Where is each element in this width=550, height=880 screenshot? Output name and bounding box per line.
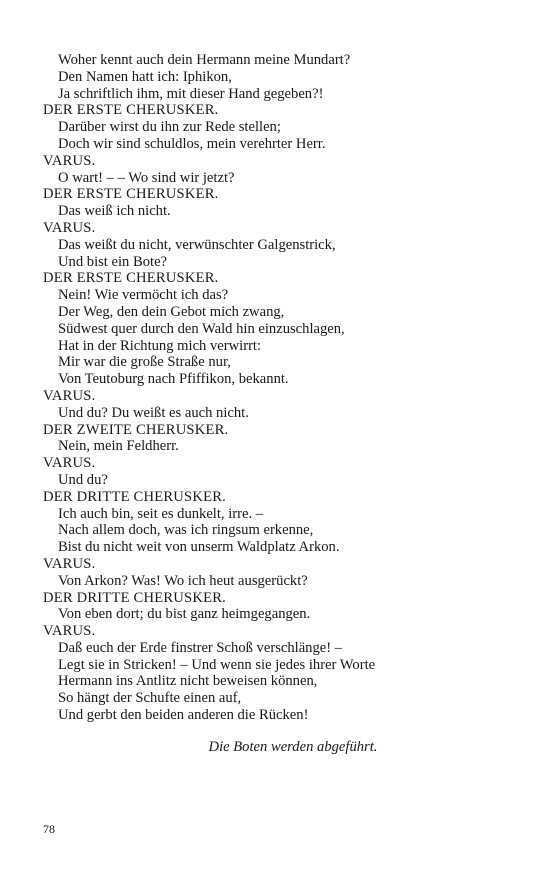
verse-line: Ich auch bin, seit es dunkelt, irre. –	[58, 505, 264, 522]
verse-line: Von Arkon? Was! Wo ich heut ausgerückt?	[58, 572, 308, 589]
speaker-name: VARUS.	[43, 219, 96, 236]
verse-line: Hat in der Richtung mich verwirrt:	[58, 337, 262, 354]
page-text	[43, 52, 513, 755]
speaker-name: DER DRITTE CHERUSKER.	[43, 589, 226, 606]
speaker-name: VARUS.	[43, 555, 96, 572]
verse-line: Das weiß ich nicht.	[58, 203, 171, 220]
speaker-name: DER DRITTE CHERUSKER.	[43, 488, 226, 505]
speaker-name: VARUS.	[43, 387, 96, 404]
verse-line: Und bist ein Bote?	[58, 253, 168, 270]
verse-line: Legt sie in Stricken! – Und wenn sie jedes ihrer Worte	[58, 656, 376, 673]
speaker-name: DER ERSTE CHERUSKER.	[43, 270, 219, 287]
verse-line: Mir war die große Straße nur,	[58, 354, 231, 371]
verse-line: Und du?	[58, 471, 108, 488]
verse-line: Bist du nicht weit von unserm Waldplatz Arkon.	[58, 539, 340, 556]
verse-line: Nein! Wie vermöcht ich das?	[58, 287, 229, 304]
verse-line: Darüber wirst du ihn zur Rede stellen;	[58, 119, 281, 136]
verse-line: Woher kennt auch dein Hermann meine Mundart?	[58, 52, 351, 68]
verse-line: Das weißt du nicht, verwünschter Galgenstrick,	[58, 236, 336, 253]
verse-line: Daß euch der Erde finstrer Schoß verschlänge! –	[58, 639, 343, 656]
verse-line: Hermann ins Antlitz nicht beweisen können,	[58, 673, 318, 690]
page-number: 78	[43, 822, 55, 836]
verse-line: Nach allem doch, was ich ringsum erkenne,	[58, 522, 314, 539]
verse-line: So hängt der Schufte einen auf,	[58, 690, 242, 707]
verse-line: Von Teutoburg nach Pfiffikon, bekannt.	[58, 371, 289, 388]
verse-line: O wart! – – Wo sind wir jetzt?	[58, 169, 235, 186]
speaker-name: DER ERSTE CHERUSKER.	[43, 186, 219, 203]
verse-line: Den Namen hatt ich: Iphikon,	[58, 68, 232, 85]
verse-lines	[43, 52, 513, 724]
speaker-name: VARUS.	[43, 623, 96, 640]
speaker-name: DER ZWEITE CHERUSKER.	[43, 421, 229, 438]
verse-line: Doch wir sind schuldlos, mein verehrter Herr.	[58, 135, 326, 152]
speaker-name: VARUS.	[43, 152, 96, 169]
verse-line: Von eben dort; du bist ganz heimgegangen.	[58, 606, 311, 623]
verse-line: Und du? Du weißt es auch nicht.	[58, 404, 249, 421]
verse-line: Und gerbt den beiden anderen die Rücken!	[58, 707, 309, 724]
stage-direction: Die Boten werden abgeführt.	[208, 739, 378, 755]
verse-line: Nein, mein Feldherr.	[58, 438, 179, 455]
verse-line: Ja schriftlich ihm, mit dieser Hand gegeben?!	[58, 85, 324, 102]
verse-line: Der Weg, den dein Gebot mich zwang,	[58, 303, 285, 320]
speaker-name: VARUS.	[43, 455, 96, 472]
verse-line: Südwest quer durch den Wald hin einzuschlagen,	[58, 320, 345, 337]
speaker-name: DER ERSTE CHERUSKER.	[43, 102, 219, 119]
